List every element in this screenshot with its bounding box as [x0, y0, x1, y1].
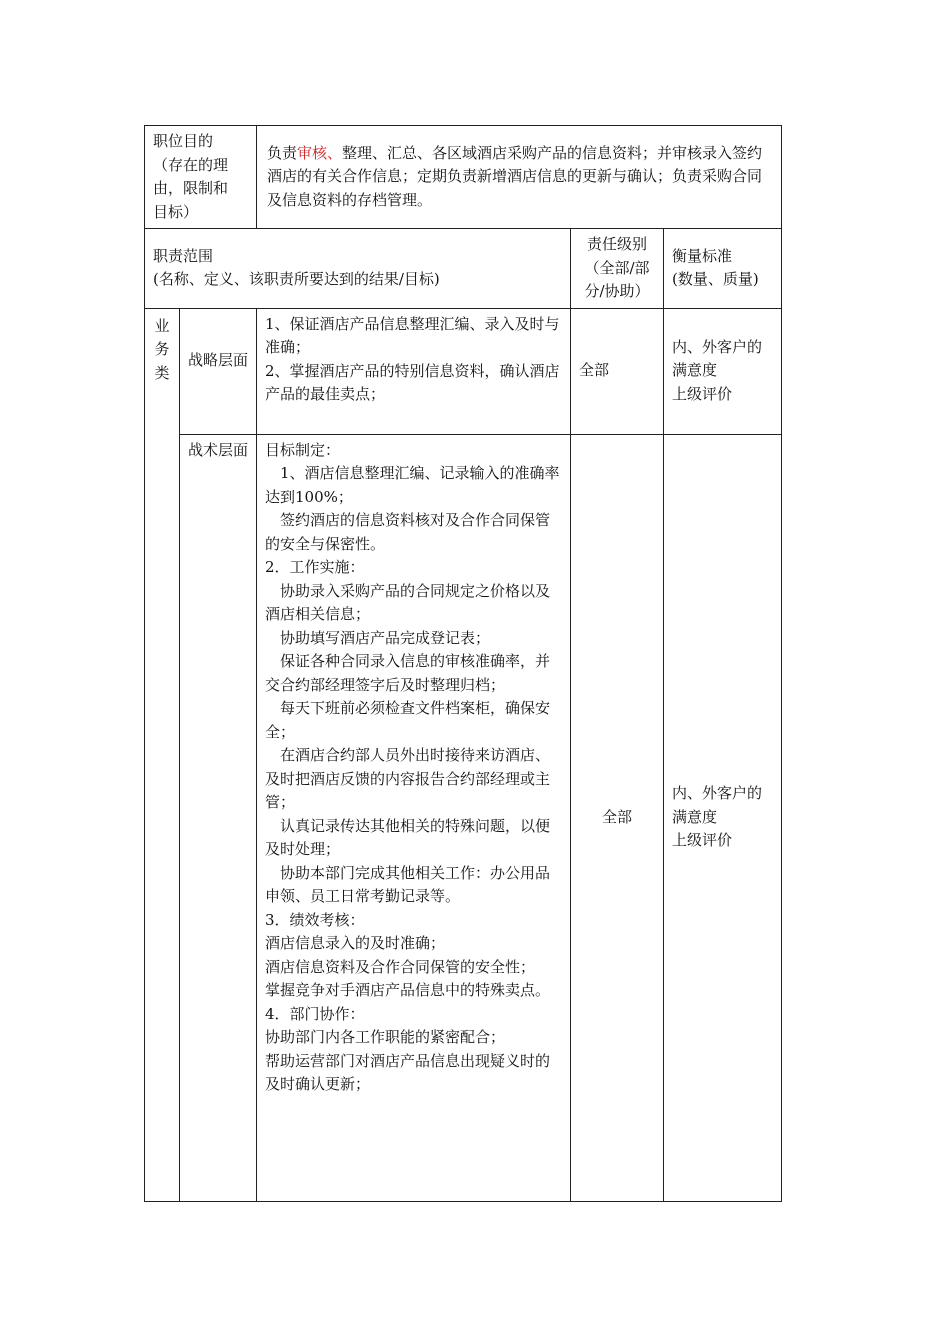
job-description-table: [144, 125, 782, 1202]
purpose-label-line: （存在的理: [153, 155, 229, 174]
purpose-text-cell: [257, 126, 782, 229]
measure-header-cell: [664, 229, 782, 309]
duty-line: 1、保证酒店产品信息整理汇编、录入及时与准确；: [265, 314, 560, 356]
duties-cell: [257, 434, 571, 1201]
category-cell: [145, 308, 180, 1201]
duty-line: 签约酒店的信息资料核对及合作合同保管的安全与保密性。: [265, 511, 551, 553]
purpose-label-cell: [145, 126, 257, 229]
duty-line: 4．部门协作：: [265, 1004, 365, 1023]
duty-line: 酒店信息资料及合作合同保管的安全性；: [265, 957, 536, 976]
duty-line: 协助填写酒店产品完成登记表；: [280, 628, 491, 647]
duty-line: 酒店信息录入的及时准确；: [265, 934, 446, 952]
level-header-cell: [571, 229, 664, 309]
layer-cell: [180, 434, 257, 1201]
duty-line: 1、酒店信息整理汇编、记录输入的准确率达到100%；: [265, 464, 560, 506]
measure-line: 上级评价: [672, 384, 733, 403]
category-char: 务: [154, 340, 170, 358]
measure-line: 内、外客户的满意度: [672, 337, 763, 380]
measure-line: 上级评价: [672, 831, 733, 850]
scope-header-cell: [145, 229, 571, 309]
duty-line: 3．绩效考核：: [265, 910, 365, 929]
layer-label: 战略层面: [188, 350, 249, 369]
measure-cell: [664, 308, 782, 434]
purpose-highlight-text: 审核、: [297, 143, 343, 162]
measure-cell: [664, 434, 782, 1201]
duty-line: 2．工作实施：: [265, 558, 365, 576]
measure-header-sub: (数量、质量): [672, 270, 759, 289]
purpose-label-line: 由，限制和: [153, 179, 229, 197]
duty-line: 每天下班前必须检查文件档案柜，确保安全；: [265, 699, 551, 741]
purpose-text: 负责: [267, 143, 298, 162]
duty-line: 保证各种合同录入信息的审核准确率，并交合约部经理签字后及时整理归档；: [265, 652, 551, 694]
tactical-row: [145, 434, 782, 1201]
duty-line: 掌握竞争对手酒店产品信息中的特殊卖点。: [265, 981, 551, 999]
scope-header-sub: (名称、定义、该职责所要达到的结果/目标): [153, 270, 440, 289]
level-header-title: 责任级别: [587, 235, 648, 253]
level-cell: [571, 308, 664, 434]
purpose-label-line: 职位目的: [153, 132, 214, 150]
duty-line: 协助本部门完成其他相关工作：办公用品申领、员工日常考勤记录等。: [265, 863, 551, 905]
purpose-label-line: 目标）: [153, 202, 199, 221]
duty-line: 2、掌握酒店产品的特别信息资料，确认酒店产品的最佳卖点；: [265, 361, 560, 403]
duty-line: 协助部门内各工作职能的紧密配合；: [265, 1028, 506, 1046]
duty-line: 帮助运营部门对酒店产品信息出现疑义时的及时确认更新；: [265, 1051, 551, 1093]
category-char: 类: [154, 363, 170, 382]
category-char: 业: [154, 316, 170, 335]
strategic-row: [145, 308, 782, 434]
duty-line: 目标制定：: [265, 440, 341, 459]
duty-line: 协助录入采购产品的合同规定之价格以及酒店相关信息；: [265, 581, 551, 623]
header-row: [145, 229, 782, 309]
measure-header-title: 衡量标准: [672, 246, 733, 265]
scope-header-title: 职责范围: [153, 246, 214, 265]
layer-label: 战术层面: [188, 440, 249, 459]
level-value: 全部: [579, 361, 610, 380]
level-header-sub: （全部/部分/协助）: [584, 258, 650, 300]
duties-cell: [257, 308, 571, 434]
layer-cell: [180, 308, 257, 434]
duty-line: 认真记录传达其他相关的特殊问题，以便及时处理；: [265, 816, 551, 858]
level-value: 全部: [602, 807, 633, 826]
level-cell: [571, 434, 664, 1201]
duty-line: 在酒店合约部人员外出时接待来访酒店、及时把酒店反馈的内容报告合约部经理或主管；: [265, 746, 551, 811]
measure-line: 内、外客户的满意度: [672, 784, 763, 826]
purpose-text: 整理、汇总、各区域酒店采购产品的信息资料；并审核录入签约酒店的有关合作信息；定期负责新增酒店信息的更新与确认；负责采购合同及信息资料的存档管理。: [267, 143, 763, 209]
purpose-row: [145, 126, 782, 229]
